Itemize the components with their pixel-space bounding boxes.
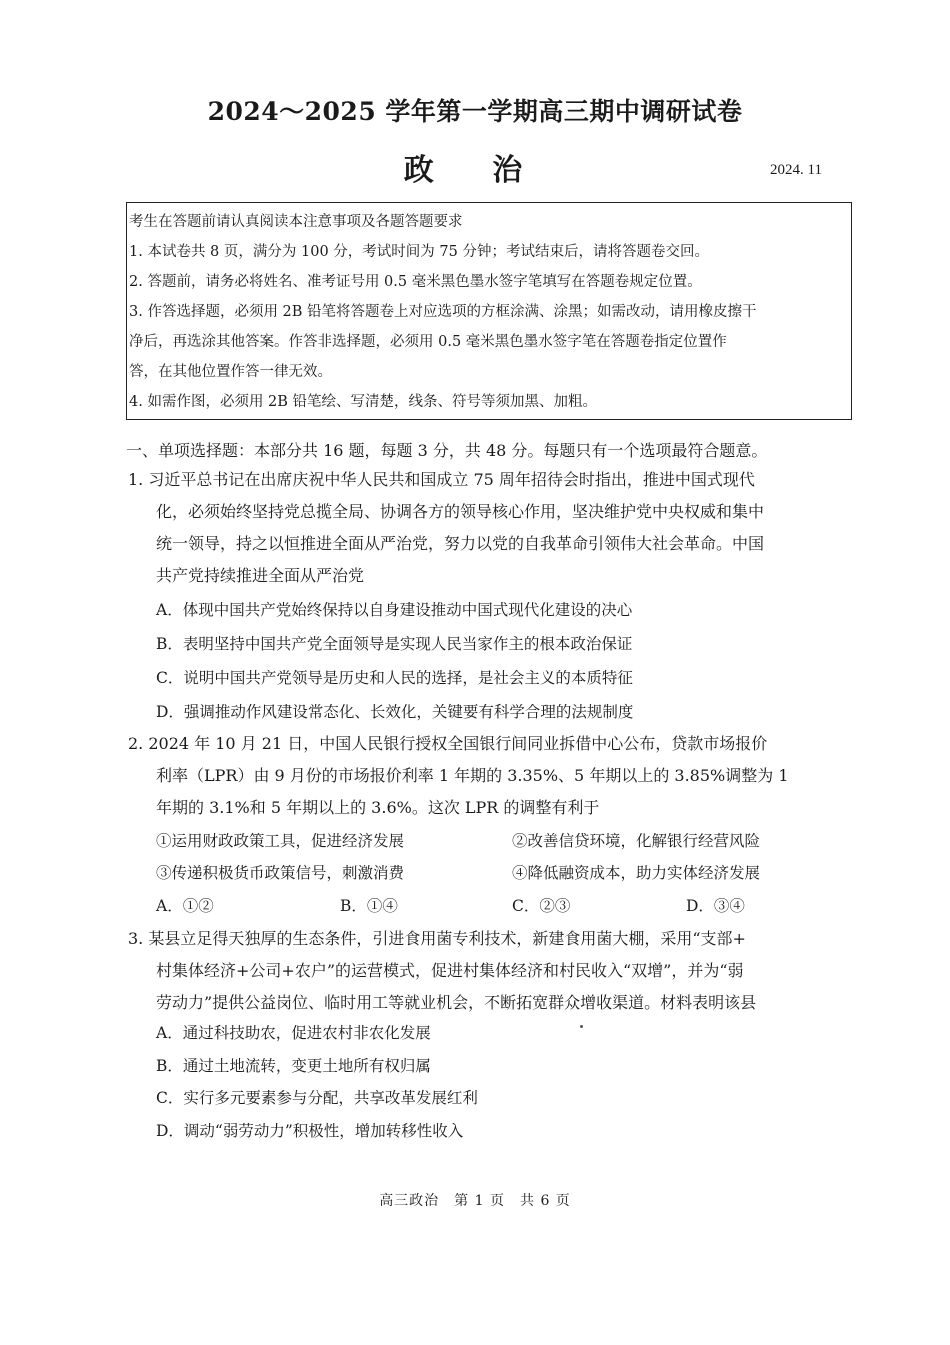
question-number: 3. (128, 929, 144, 948)
question-3 (128, 923, 808, 1019)
question-2 (128, 728, 808, 824)
notice-line: 1. 本试卷共 8 页，满分为 100 分，考试时间为 75 分钟；考试结束后，请将答题卷交回。 (129, 244, 709, 260)
option-b: B．表明坚持中国共产党全面领导是实现人民当家作主的根本政治保证 (156, 635, 633, 653)
stem-line: 2. 2024 年 10 月 21 日，中国人民银行授权全国银行间同业拆借中心公布，贷款市场报价 (128, 734, 768, 753)
stem-line: 年期的 3.1%和 5 年期以上的 3.6%。这次 LPR 的调整有利于 (156, 798, 600, 817)
notice-box (126, 202, 852, 420)
stem-line: 共产党持续推进全面从严治党 (156, 566, 365, 585)
option-c: C．实行多元要素参与分配，共享改革发展红利 (156, 1089, 478, 1107)
statement-3: ③传递积极货币政策信号，刺激消费 (156, 864, 405, 882)
option-d: D．③④ (686, 897, 745, 915)
notice-line: 4. 如需作图，必须用 2B 铅笔绘、写清楚，线条、符号等须加黑、加粗。 (129, 394, 598, 410)
stem-line: 化，必须始终坚持党总揽全局、协调各方的领导核心作用，坚决维护党中央权威和集中 (156, 502, 765, 521)
page-footer: 高三政治 第 1 页 共 6 页 (379, 1193, 571, 1209)
stem-line: 3. 某县立足得天独厚的生态条件，引进食用菌专利技术，新建食用菌大棚，采用“支部+ (128, 929, 746, 948)
statement-2: ②改善信贷环境，化解银行经营风险 (512, 832, 761, 850)
stem-line: 利率（LPR）由 9 月份的市场报价利率 1 年期的 3.35%、5 年期以上的 3.85%调整为 1 (156, 766, 789, 785)
statement-4: ④降低融资成本，助力实体经济发展 (512, 864, 761, 882)
notice-line: 净后，再选涂其他答案。作答非选择题，必须用 0.5 毫米黑色墨水签字笔在答题卷指定位置作 (129, 334, 727, 350)
question-stem (128, 728, 808, 824)
statement-1: ①运用财政政策工具，促进经济发展 (156, 832, 405, 850)
notice-line: 3. 作答选择题，必须用 2B 铅笔将答题卷上对应选项的方框涂满、涂黑；如需改动，请用橡皮擦干 (129, 304, 757, 320)
option-d: D．调动“弱劳动力”积极性，增加转移性收入 (156, 1122, 464, 1140)
notice-line: 2. 答题前，请务必将姓名、准考证号用 0.5 毫米黑色墨水签字笔填写在答题卷规定位置。 (129, 274, 702, 290)
stem-line: 村集体经济+公司+农户”的运营模式，促进村集体经济和村民收入“双增”，并为“弱 (156, 961, 744, 980)
question-1 (128, 464, 808, 592)
question-stem (128, 923, 808, 1019)
option-a: A．体现中国共产党始终保持以自身建设推动中国式现代化建设的决心 (156, 601, 633, 619)
subject-title: 政 治 (403, 153, 547, 188)
option-a: A．通过科技助农，促进农村非农化发展 (156, 1024, 431, 1042)
question-number: 1. (128, 470, 144, 489)
exam-date: 2024. 11 (770, 162, 822, 178)
section-title: 一、单项选择题：本部分共 16 题，每题 3 分，共 48 分。每题只有一个选项最符合题意。 (126, 441, 768, 460)
option-c: C．②③ (512, 897, 571, 915)
stem-line: 1. 习近平总书记在出席庆祝中华人民共和国成立 75 周年招待会时指出，推进中国式现代 (128, 470, 755, 489)
stem-line: 统一领导，持之以恒推进全面从严治党，努力以党的自我革命引领伟大社会革命。中国 (156, 534, 765, 553)
exam-title: 2024～2025 学年第一学期高三期中调研试卷 (207, 97, 743, 126)
notice-line: 答，在其他位置作答一律无效。 (129, 364, 332, 380)
option-c: C．说明中国共产党领导是历史和人民的选择，是社会主义的本质特征 (156, 669, 633, 687)
notice-line: 考生在答题前请认真阅读本注意事项及各题答题要求 (129, 214, 463, 230)
scan-speck (580, 1025, 583, 1028)
stem-line: 劳动力”提供公益岗位、临时用工等就业机会，不断拓宽群众增收渠道。材料表明该县 (156, 993, 757, 1012)
question-stem (128, 464, 808, 592)
option-a: A．①② (156, 897, 214, 915)
option-d: D．强调推动作风建设常态化、长效化，关键要有科学合理的法规制度 (156, 703, 634, 721)
option-b: B．通过土地流转，变更土地所有权归属 (156, 1057, 431, 1075)
question-number: 2. (128, 734, 144, 753)
option-b: B．①④ (340, 897, 398, 915)
